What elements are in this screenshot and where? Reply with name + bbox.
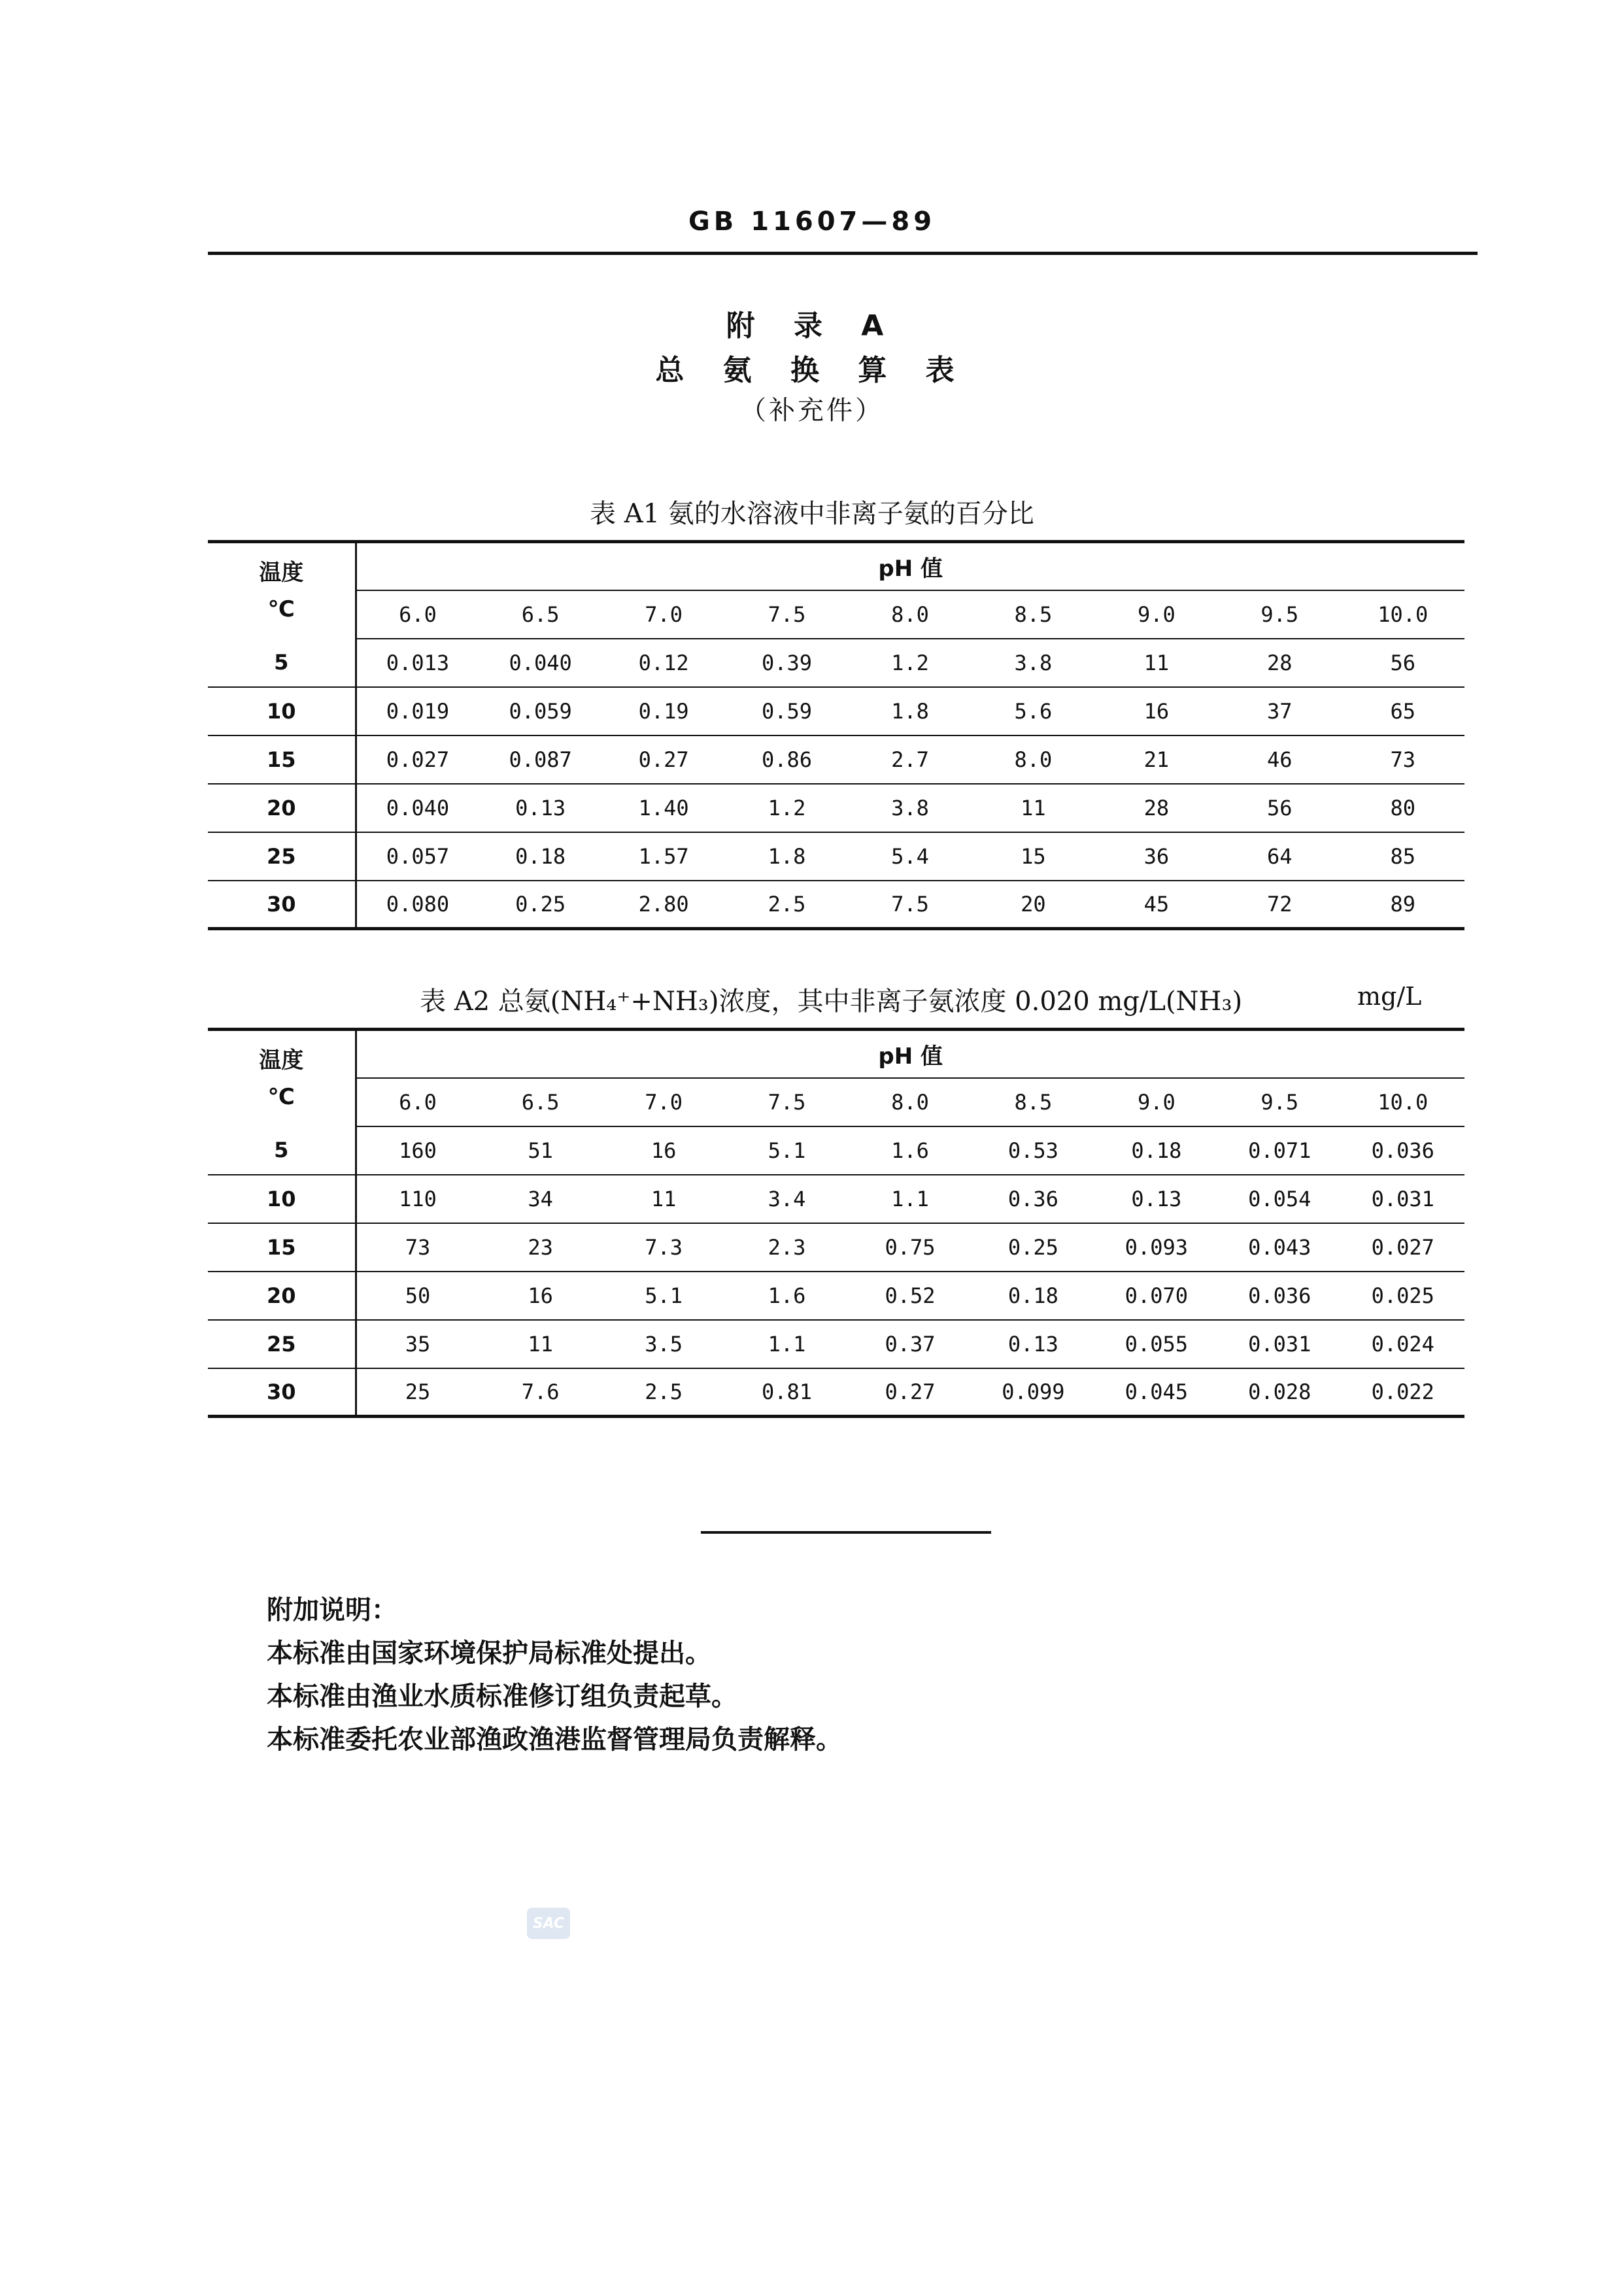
value-cell: 0.36 [972,1175,1094,1223]
value-cell: 0.13 [972,1320,1094,1368]
value-cell: 0.024 [1342,1320,1465,1368]
ph-values-row [208,1078,1464,1126]
temp-header-label: 温度 [259,559,304,586]
value-cell: 0.27 [849,1368,972,1417]
temperature-cell: 15 [208,735,356,784]
temp-header-unit: ℃ [267,596,295,622]
ph-value-header: 7.0 [602,590,725,639]
value-cell: 36 [1095,832,1218,881]
value-cell: 2.7 [849,735,972,784]
appendix-note: （补充件） [740,396,884,426]
value-cell: 35 [356,1320,479,1368]
temp-header-unit: ℃ [267,1083,295,1110]
value-cell: 0.059 [479,687,601,735]
table-a1 [208,540,1464,930]
value-cell: 1.8 [849,687,972,735]
value-cell: 1.40 [602,784,725,832]
value-cell: 28 [1095,784,1218,832]
table-row [208,639,1464,687]
value-cell: 5.6 [972,687,1094,735]
value-cell: 7.5 [849,881,972,929]
value-cell: 0.13 [479,784,601,832]
value-cell: 0.070 [1095,1272,1218,1320]
value-cell: 3.4 [725,1175,848,1223]
value-cell: 0.093 [1095,1223,1218,1272]
ph-value-header: 6.5 [479,590,601,639]
section-divider [701,1531,991,1534]
value-cell: 1.6 [725,1272,848,1320]
value-cell: 11 [479,1320,601,1368]
table-a1-caption: 表 A1 氨的水溶液中非离子氨的百分比 [590,499,1034,529]
value-cell: 89 [1342,881,1465,929]
table-row [208,1223,1464,1272]
additional-notes [267,1589,842,1761]
value-cell: 16 [479,1272,601,1320]
value-cell: 0.027 [356,735,479,784]
ph-value-header: 9.5 [1218,590,1341,639]
value-cell: 0.75 [849,1223,972,1272]
value-cell: 56 [1218,784,1341,832]
ph-header: pH 值 [356,1030,1464,1078]
table-row [208,832,1464,881]
value-cell: 16 [1095,687,1218,735]
value-cell: 0.045 [1095,1368,1218,1417]
ph-value-header: 6.0 [356,590,479,639]
value-cell: 0.13 [1095,1175,1218,1223]
value-cell: 5.1 [725,1126,848,1175]
ph-value-header: 9.0 [1095,1078,1218,1126]
ph-value-header: 9.5 [1218,1078,1341,1126]
ph-value-header: 7.5 [725,590,848,639]
ph-value-header: 8.5 [972,1078,1094,1126]
value-cell: 20 [972,881,1094,929]
value-cell: 37 [1218,687,1341,735]
value-cell: 72 [1218,881,1341,929]
note-line: 本标准由国家环境保护局标准处提出。 [267,1638,711,1668]
ph-value-header: 6.5 [479,1078,601,1126]
value-cell: 0.099 [972,1368,1094,1417]
temperature-cell: 30 [208,881,356,929]
temperature-cell: 25 [208,832,356,881]
value-cell: 80 [1342,784,1465,832]
ph-value-header: 6.0 [356,1078,479,1126]
value-cell: 11 [972,784,1094,832]
table-a1-body [208,639,1464,929]
value-cell: 73 [356,1223,479,1272]
value-cell: 0.031 [1342,1175,1465,1223]
table-a2-unit: mg/L [1357,982,1422,1011]
value-cell: 1.6 [849,1126,972,1175]
value-cell: 110 [356,1175,479,1223]
value-cell: 28 [1218,639,1341,687]
value-cell: 0.025 [1342,1272,1465,1320]
table-row [208,1320,1464,1368]
value-cell: 3.5 [602,1320,725,1368]
table-row [208,687,1464,735]
table-row [208,784,1464,832]
ph-value-header: 8.0 [849,1078,972,1126]
value-cell: 0.013 [356,639,479,687]
value-cell: 64 [1218,832,1341,881]
value-cell: 0.031 [1218,1320,1341,1368]
value-cell: 0.53 [972,1126,1094,1175]
value-cell: 2.80 [602,881,725,929]
temperature-cell: 5 [208,639,356,687]
value-cell: 0.054 [1218,1175,1341,1223]
value-cell: 0.036 [1342,1126,1465,1175]
value-cell: 0.028 [1218,1368,1341,1417]
temperature-cell: 10 [208,1175,356,1223]
ph-values-row [208,590,1464,639]
value-cell: 2.3 [725,1223,848,1272]
value-cell: 5.1 [602,1272,725,1320]
value-cell: 50 [356,1272,479,1320]
temperature-cell: 5 [208,1126,356,1175]
value-cell: 16 [602,1126,725,1175]
value-cell: 3.8 [849,784,972,832]
value-cell: 0.040 [479,639,601,687]
value-cell: 45 [1095,881,1218,929]
value-cell: 56 [1342,639,1465,687]
value-cell: 0.043 [1218,1223,1341,1272]
notes-heading: 附加说明： [267,1595,398,1625]
value-cell: 160 [356,1126,479,1175]
value-cell: 0.86 [725,735,848,784]
temperature-cell: 15 [208,1223,356,1272]
ph-value-header: 9.0 [1095,590,1218,639]
table-row [208,881,1464,929]
note-line: 本标准由渔业水质标准修订组负责起草。 [267,1681,737,1712]
value-cell: 0.019 [356,687,479,735]
table-a2 [208,1028,1464,1418]
value-cell: 0.25 [479,881,601,929]
value-cell: 0.18 [972,1272,1094,1320]
value-cell: 0.25 [972,1223,1094,1272]
temperature-cell: 25 [208,1320,356,1368]
value-cell: 0.27 [602,735,725,784]
temp-header [208,1030,356,1126]
table-row [208,1368,1464,1417]
value-cell: 0.81 [725,1368,848,1417]
ph-header: pH 值 [356,542,1464,590]
value-cell: 34 [479,1175,601,1223]
value-cell: 85 [1342,832,1465,881]
value-cell: 0.18 [1095,1126,1218,1175]
temperature-cell: 20 [208,784,356,832]
value-cell: 51 [479,1126,601,1175]
note-line: 本标准委托农业部渔政渔港监督管理局负责解释。 [267,1725,842,1755]
value-cell: 2.5 [602,1368,725,1417]
value-cell: 21 [1095,735,1218,784]
table-row [208,1126,1464,1175]
value-cell: 1.57 [602,832,725,881]
value-cell: 46 [1218,735,1341,784]
value-cell: 11 [1095,639,1218,687]
value-cell: 0.022 [1342,1368,1465,1417]
value-cell: 2.5 [725,881,848,929]
value-cell: 0.18 [479,832,601,881]
value-cell: 0.37 [849,1320,972,1368]
ph-value-header: 10.0 [1342,1078,1465,1126]
value-cell: 8.0 [972,735,1094,784]
value-cell: 5.4 [849,832,972,881]
value-cell: 73 [1342,735,1465,784]
temperature-cell: 30 [208,1368,356,1417]
value-cell: 0.59 [725,687,848,735]
ph-value-header: 7.0 [602,1078,725,1126]
value-cell: 0.027 [1342,1223,1465,1272]
value-cell: 1.8 [725,832,848,881]
value-cell: 23 [479,1223,601,1272]
table-row [208,1175,1464,1223]
table-a2-caption: 表 A2 总氨(NH₄⁺+NH₃)浓度，其中非离子氨浓度 0.020 mg/L(NH₃) [420,987,1243,1017]
value-cell: 0.087 [479,735,601,784]
value-cell: 0.057 [356,832,479,881]
value-cell: 11 [602,1175,725,1223]
table-row [208,735,1464,784]
value-cell: 0.055 [1095,1320,1218,1368]
value-cell: 1.2 [725,784,848,832]
value-cell: 1.1 [849,1175,972,1223]
ph-value-header: 10.0 [1342,590,1465,639]
temp-header [208,542,356,639]
value-cell: 1.2 [849,639,972,687]
temp-header-label: 温度 [259,1047,304,1073]
ph-value-header: 8.5 [972,590,1094,639]
table-row [208,1272,1464,1320]
value-cell: 0.036 [1218,1272,1341,1320]
value-cell: 0.040 [356,784,479,832]
value-cell: 65 [1342,687,1465,735]
table-a2-body [208,1126,1464,1417]
temperature-cell: 10 [208,687,356,735]
ph-value-header: 8.0 [849,590,972,639]
temperature-cell: 20 [208,1272,356,1320]
value-cell: 1.1 [725,1320,848,1368]
value-cell: 0.19 [602,687,725,735]
value-cell: 0.52 [849,1272,972,1320]
appendix-title: 附 录 A [726,309,898,343]
header-rule [208,252,1478,255]
value-cell: 15 [972,832,1094,881]
value-cell: 0.39 [725,639,848,687]
appendix-subtitle: 总 氨 换 算 表 [655,354,969,387]
value-cell: 0.12 [602,639,725,687]
ph-value-header: 7.5 [725,1078,848,1126]
value-cell: 0.071 [1218,1126,1341,1175]
value-cell: 0.080 [356,881,479,929]
sac-watermark-logo: SAC [527,1908,570,1939]
value-cell: 7.3 [602,1223,725,1272]
standard-code: GB 11607—89 [688,207,936,237]
value-cell: 25 [356,1368,479,1417]
value-cell: 3.8 [972,639,1094,687]
value-cell: 7.6 [479,1368,601,1417]
